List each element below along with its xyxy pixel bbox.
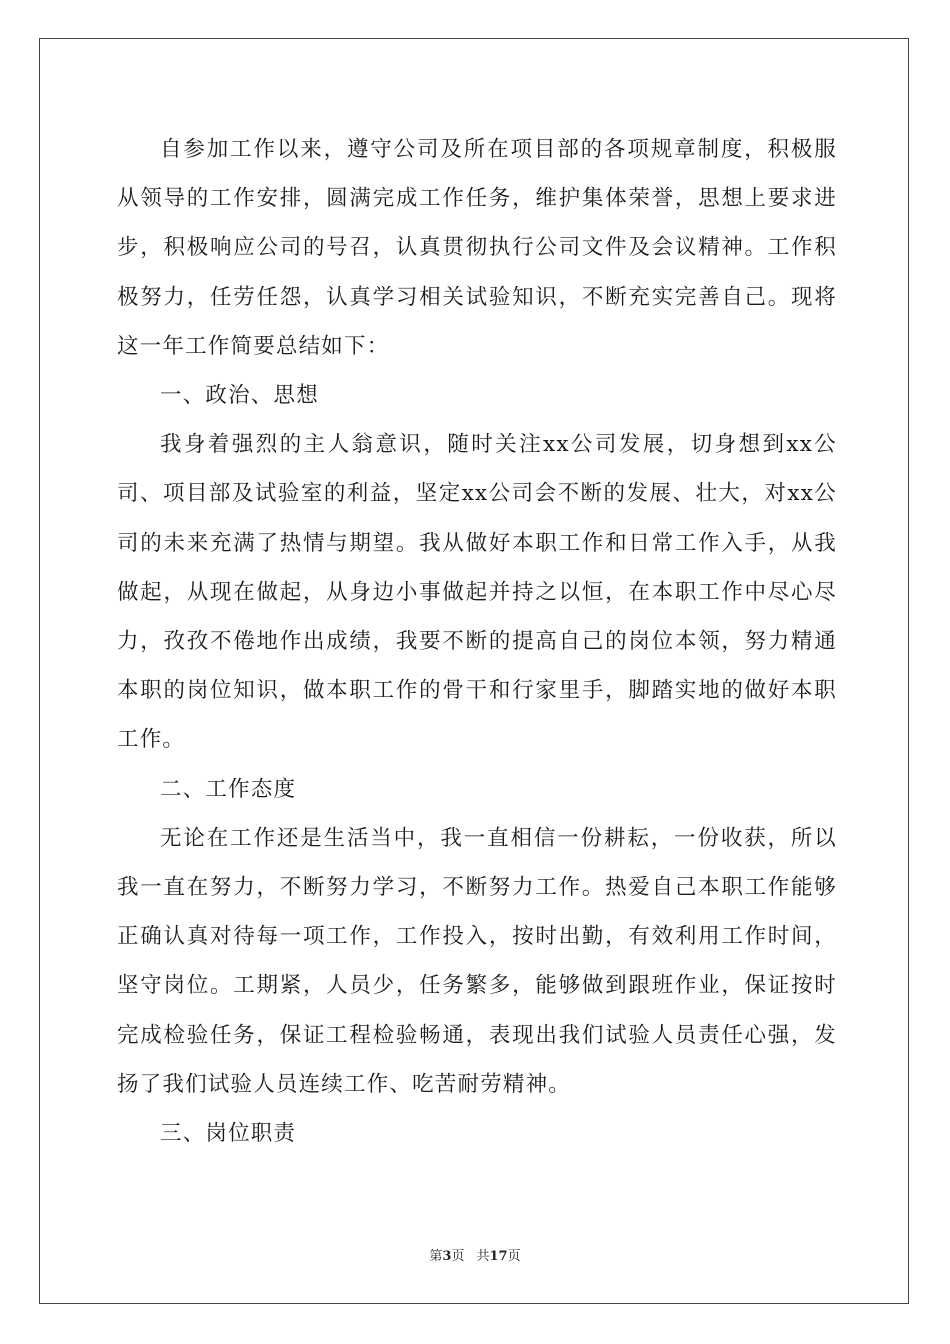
section-heading-attitude: 二、工作态度 (160, 776, 297, 802)
paragraph-politics: 我身着强烈的主人翁意识，随时关注xx公司发展，切身想到xx公司、项目部及试验室的利益，坚定xx公司会不断的发展、壮大，对xx公司的未来充满了热情与期望。我从做好本职工作和日常工作入手，从我做起，从现在做起，从身边小事做起并持之以恒，在本职工作中尽心尽力，孜孜不倦地作出成绩，我要不断的提高自己的岗位本领，努力精通本职的岗位知识，做本职工作的骨干和行家里手，脚踏实地的做好本职工作。 (117, 432, 837, 753)
document-body (117, 125, 837, 1158)
footer-page-suffix: 页 (451, 1249, 465, 1264)
footer-total-prefix: 共 (476, 1249, 490, 1264)
footer-total-pages: 17 (489, 1249, 508, 1264)
footer-page-prefix: 第 (429, 1249, 443, 1264)
paragraph-attitude: 无论在工作还是生活当中，我一直相信一份耕耘，一份收获，所以我一直在努力，不断努力学习，不断努力工作。热爱自己本职工作能够正确认真对待每一项工作，工作投入，按时出勤，有效利用工作时间，坚守岗位。工期紧，人员少，任务繁多，能够做到跟班作业，保证按时完成检验任务，保证工程检验畅通，表现出我们试验人员责任心强，发扬了我们试验人员连续工作、吃苦耐劳精神。 (117, 825, 837, 1097)
section-heading-politics: 一、政治、思想 (160, 383, 319, 409)
footer-page-number: 3 (442, 1249, 452, 1264)
paragraph-intro: 自参加工作以来，遵守公司及所在项目部的各项规章制度，积极服从领导的工作安排，圆满完成工作任务，维护集体荣誉，思想上要求进步，积极响应公司的号召，认真贯彻执行公司文件及会议精神。工作积极努力，任劳任怨，认真学习相关试验知识，不断充实完善自己。现将这一年工作简要总结如下： (117, 137, 837, 359)
section-heading-duties: 三、岗位职责 (160, 1121, 297, 1147)
footer-total-suffix: 页 (507, 1249, 521, 1264)
page-footer (0, 1248, 950, 1266)
